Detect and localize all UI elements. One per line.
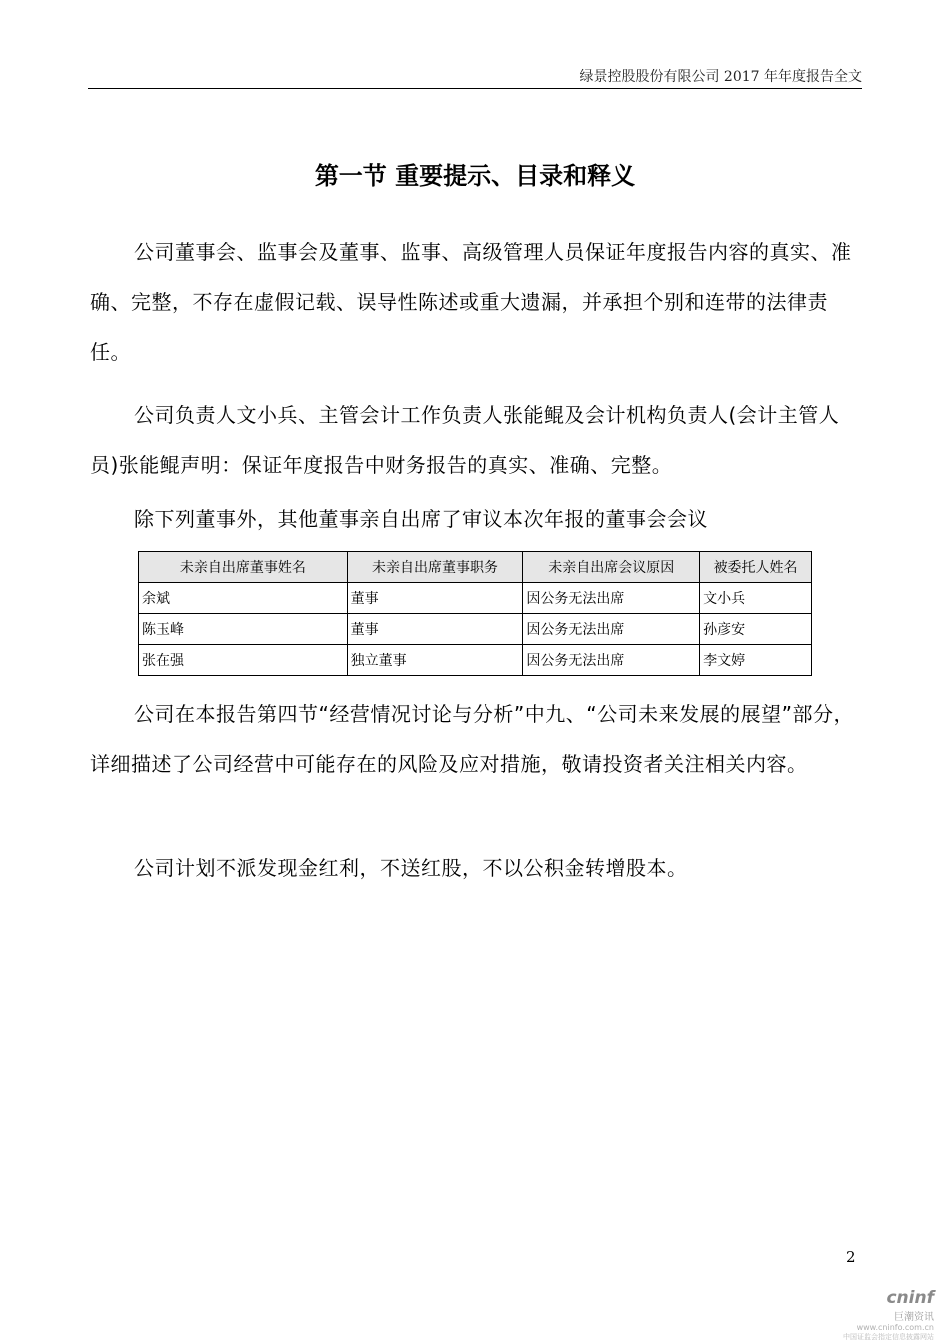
table-cell: 文小兵	[700, 583, 812, 614]
table-cell: 张在强	[139, 645, 348, 676]
table-row	[139, 583, 812, 614]
table-cell: 余斌	[139, 583, 348, 614]
column-header: 未亲自出席董事职务	[347, 552, 523, 583]
header-rule	[88, 88, 862, 89]
table-header-row	[139, 552, 812, 583]
logo-url: www.cninfo.com.cn	[856, 1323, 934, 1332]
table-row	[139, 614, 812, 645]
logo-tagline: 中国证监会指定信息披露网站	[843, 1333, 934, 1341]
running-header: 绿景控股股份有限公司 2017 年年度报告全文	[579, 69, 862, 85]
section-title: 第一节 重要提示、目录和释义	[314, 162, 636, 190]
cninfo-watermark-logo	[834, 1288, 934, 1342]
column-header: 未亲自出席会议原因	[523, 552, 700, 583]
logo-subtitle: 巨潮资讯	[894, 1312, 934, 1323]
logo-name: cninf	[886, 1288, 934, 1308]
page-number: 2	[846, 1248, 856, 1266]
table-cell: 因公务无法出席	[523, 645, 700, 676]
paragraph-risk-notice: 公司在本报告第四节“经营情况讨论与分析”中九、“公司未来发展的展望”部分，详细描述了公司经营中可能存在的风险及应对措施，敬请投资者关注相关内容。	[90, 702, 854, 776]
table-cell: 因公务无法出席	[523, 614, 700, 645]
table-cell: 孙彦安	[700, 614, 812, 645]
paragraph-dividend-plan: 公司计划不派发现金红利，不送红股，不以公积金转增股本。	[134, 856, 688, 880]
table-cell: 李文婷	[700, 645, 812, 676]
paragraph-attendance-intro: 除下列董事外，其他董事亲自出席了审议本次年报的董事会会议	[134, 507, 708, 531]
table-cell: 陈玉峰	[139, 614, 348, 645]
absent-directors-table	[138, 551, 812, 676]
column-header: 被委托人姓名	[700, 552, 812, 583]
table-row	[139, 645, 812, 676]
table-cell: 因公务无法出席	[523, 583, 700, 614]
paragraph-financial-declaration: 公司负责人文小兵、主管会计工作负责人张能鲲及会计机构负责人(会计主管人员)张能鲲声明：保证年度报告中财务报告的真实、准确、完整。	[90, 403, 840, 477]
paragraph-board-statement: 公司董事会、监事会及董事、监事、高级管理人员保证年度报告内容的真实、准确、完整，不存在虚假记载、误导性陈述或重大遗漏，并承担个别和连带的法律责任。	[90, 240, 852, 364]
table-cell: 董事	[347, 583, 523, 614]
column-header: 未亲自出席董事姓名	[139, 552, 348, 583]
table-cell: 董事	[347, 614, 523, 645]
table-cell: 独立董事	[347, 645, 523, 676]
